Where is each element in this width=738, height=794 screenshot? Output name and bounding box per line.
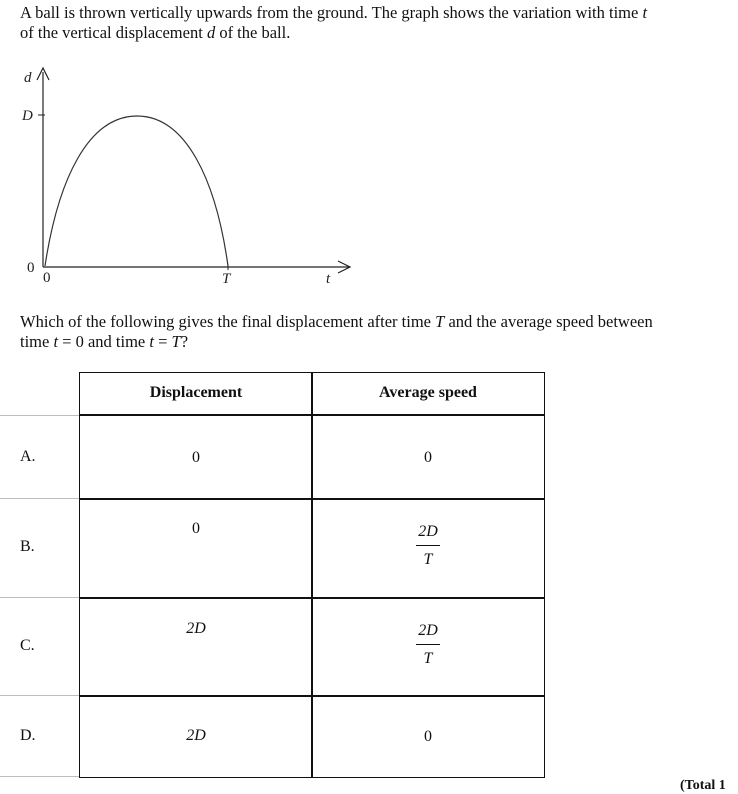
option-a-speed: 0 <box>424 449 432 466</box>
row-divider <box>0 597 80 598</box>
option-a-displacement: 0 <box>192 449 200 466</box>
denominator: T <box>423 551 433 568</box>
header-displacement: Displacement <box>149 384 243 401</box>
option-a-label[interactable]: A. <box>20 448 36 465</box>
option-d-displacement: 2D <box>186 727 206 744</box>
row-divider <box>0 415 80 416</box>
row-divider <box>0 776 80 777</box>
option-c-label[interactable]: C. <box>20 637 35 654</box>
option-d-label[interactable]: D. <box>20 727 36 744</box>
option-c-displacement: 2D <box>186 620 206 637</box>
displacement-time-graph <box>0 60 380 290</box>
option-b-speed-fraction <box>312 523 544 569</box>
total-marks-label: (Total 1 <box>680 778 726 793</box>
question-prompt-line1: Which of the following gives the final displacement after time T and the average speed between <box>20 312 653 331</box>
question-intro-line2: of the vertical displacement d of the ball. <box>20 23 291 42</box>
option-b-label[interactable]: B. <box>20 538 35 555</box>
fraction-bar <box>416 545 440 546</box>
origin-y-label: 0 <box>27 260 35 276</box>
row-divider <box>0 498 80 499</box>
table-cell <box>79 498 313 599</box>
trajectory-curve <box>45 116 228 266</box>
numerator: 2D <box>418 523 438 540</box>
y-axis-label: d <box>24 70 32 86</box>
x-axis-label: t <box>326 271 331 287</box>
option-c-speed-fraction <box>312 622 544 668</box>
option-d-speed: 0 <box>424 728 432 745</box>
question-intro-line1: A ball is thrown vertically upwards from the ground. The graph shows the variation with time t <box>20 3 648 22</box>
origin-x-label: 0 <box>43 270 51 286</box>
header-average-speed: Average speed <box>379 384 477 401</box>
denominator: T <box>423 650 433 667</box>
question-prompt-line2: time t = 0 and time t = T? <box>20 332 189 351</box>
row-divider <box>0 695 80 696</box>
table-cell <box>79 597 313 697</box>
t-mark-label: T <box>222 271 231 287</box>
numerator: 2D <box>418 622 438 639</box>
fraction-bar <box>416 644 440 645</box>
option-b-displacement: 0 <box>192 520 200 537</box>
d-max-label: D <box>22 108 33 124</box>
